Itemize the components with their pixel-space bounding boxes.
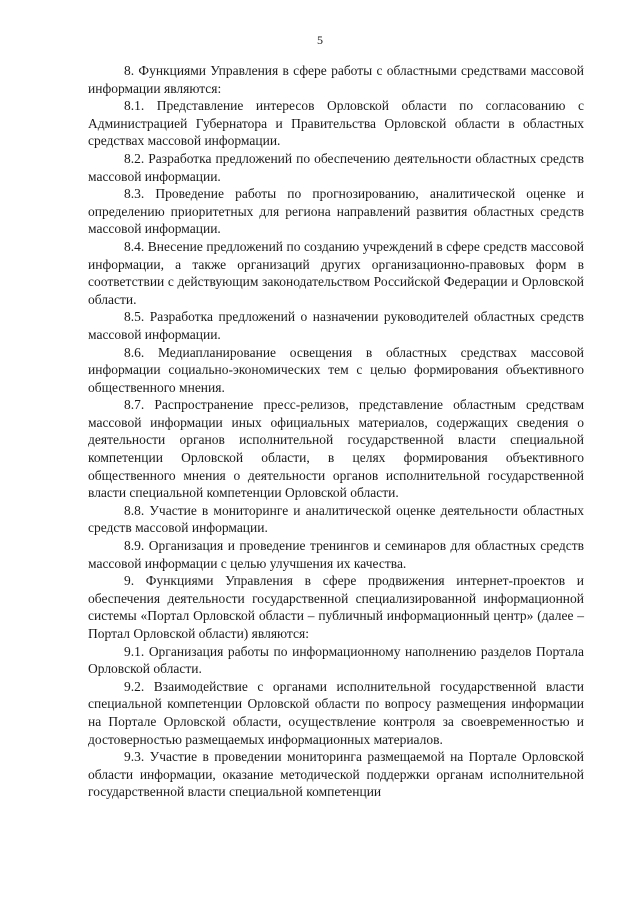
paragraph: 8.6. Медиапланирование освещения в областных средствах массовой информации социально-экономических тем с целью формирования объективного общественного мнения. bbox=[88, 344, 584, 395]
paragraph: 8.5. Разработка предложений о назначении руководителей областных средств массовой информации. bbox=[88, 309, 584, 342]
paragraph: 8.7. Распространение пресс-релизов, представление областным средствам массовой информации иных официальных материалов, содержащих сведения о деятельности органов исполнительной государственной власти специальной компетенции Орловской области, в целях формирования объективного общественного мнения о деятельности органов исполнительной государственной власти специальной компетенции Орловской области. bbox=[88, 397, 584, 501]
paragraph: 9.3. Участие в проведении мониторинга размещаемой на Портале Орловской области информации, оказание методической поддержки органам исполнительной государственной власти специальной компетенции bbox=[88, 749, 584, 800]
page-number: 5 bbox=[317, 33, 323, 47]
paragraph: 9.1. Организация работы по информационному наполнению разделов Портала Орловской области. bbox=[88, 643, 584, 677]
paragraph: 8.8. Участие в мониторинге и аналитической оценке деятельности областных средств массовой информации. bbox=[88, 502, 584, 536]
paragraph: 9.2. Взаимодействие с органами исполнительной государственной власти специальной компетенции Орловской области по вопросу размещения информации на Портале Орловской области, осуществление контроля за своевременностью и достоверностью размещаемых информационных материалов. bbox=[88, 678, 584, 747]
paragraph: 8.3. Проведение работы по прогнозированию, аналитической оценке и определению приоритетных для региона направлений развития областных средств массовой информации. bbox=[88, 186, 584, 237]
paragraph: 8.4. Внесение предложений по созданию учреждений в сфере средств массовой информации, а также организаций других организационно-правовых форм в соответствии с действующим законодательством Российской Федерации и Орловской области. bbox=[88, 238, 584, 307]
paragraph: 8.9. Организация и проведение тренингов и семинаров для областных средств массовой информации с целью улучшения их качества. bbox=[88, 538, 584, 571]
paragraph: 8.2. Разработка предложений по обеспечению деятельности областных средств массовой информации. bbox=[88, 150, 584, 184]
paragraph: 9. Функциями Управления в сфере продвижения интернет-проектов и обеспечения деятельности государственной специализированной информационной системы «Портал Орловской области – публичный информационный центр» (далее – Портал Орловской области) являются: bbox=[88, 573, 584, 641]
document-body bbox=[88, 62, 584, 801]
paragraph: 8. Функциями Управления в сфере работы с областными средствами массовой информации являются: bbox=[88, 63, 584, 96]
paragraph: 8.1. Представление интересов Орловской области по согласованию с Администрацией Губернатора и Правительства Орловской области в областных средствах массовой информации. bbox=[88, 98, 584, 149]
